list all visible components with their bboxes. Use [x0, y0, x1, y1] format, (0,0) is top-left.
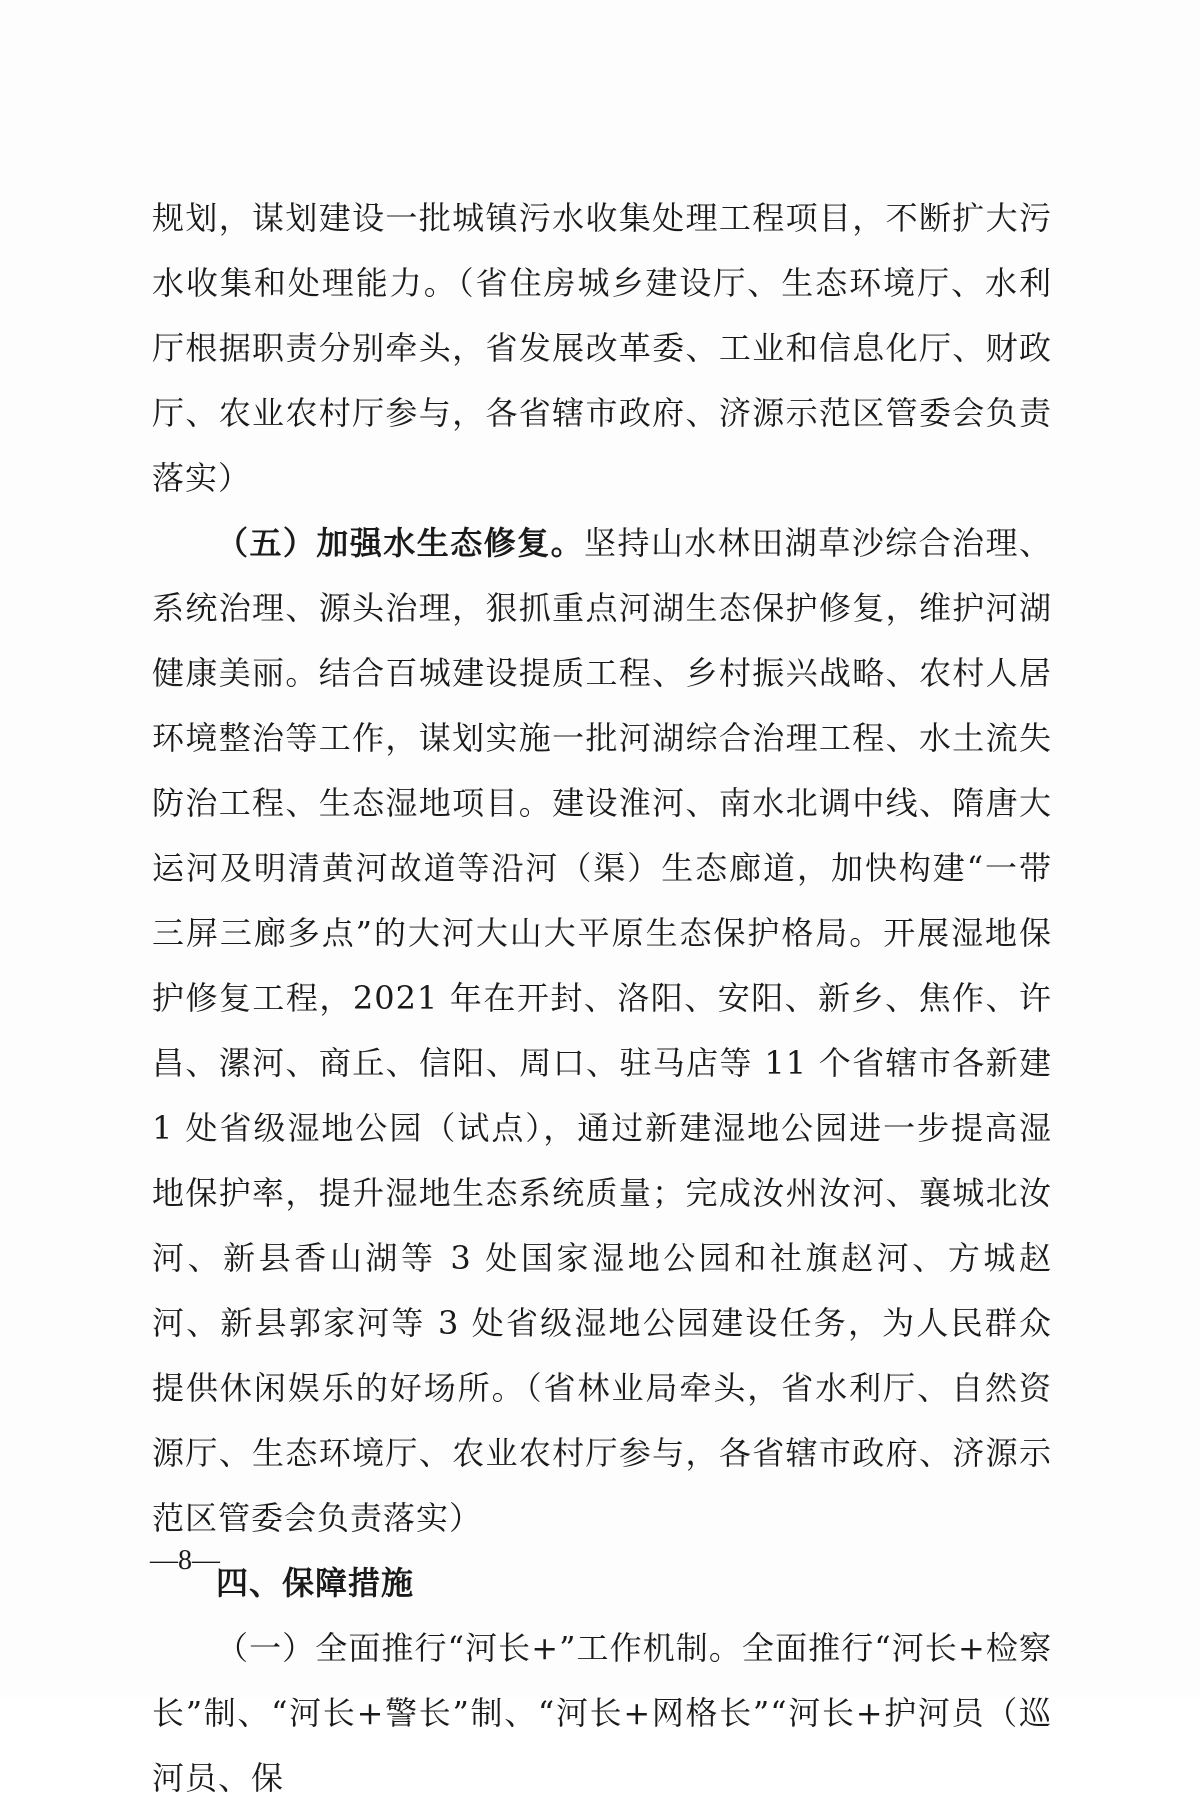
- document-body: [152, 186, 1052, 1811]
- paragraph-lead: （五）加强水生态修复。: [216, 524, 585, 562]
- paragraph-continuation: [152, 186, 1052, 511]
- paragraph-text: 全面推行“河长+检察长”制、“河长+警长”制、“河长+网格长”“河长+护河员（巡河员、保: [152, 1629, 1052, 1797]
- paragraph-lead: （一）全面推行“河长+”工作机制。: [216, 1629, 742, 1667]
- section-heading: 四、保障措施: [216, 1564, 415, 1602]
- page-number: —8—: [150, 1545, 220, 1576]
- paragraph-text: 坚持山水林田湖草沙综合治理、系统治理、源头治理，狠抓重点河湖生态保护修复，维护河湖健康美丽。结合百城建设提质工程、乡村振兴战略、农村人居环境整治等工作，谋划实施一批河湖综合治理工程、水土流失防治工程、生态湿地项目。建设淮河、南水北调中线、隋唐大运河及明清黄河故道等沿河（渠）生态廊道，加快构建“一带三屏三廊多点”的大河大山大平原生态保护格局。开展湿地保护修复工程，2021 年在开封、洛阳、安阳、新乡、焦作、许昌、漯河、商丘、信阳、周口、驻马店等 11 个省辖市各新建 1 处省级湿地公园（试点），通过新建湿地公园进一步提高湿地保护率，提升湿地生态系统质量；完成汝州汝河、襄城北汝河、新县香山湖等 3 处国家湿地公园和社旗赵河、方城赵河、新县郭家河等 3 处省级湿地公园建设任务，为人民群众提供休闲娱乐的好场所。（省林业局牵头，省水利厅、自然资源厅、生态环境厅、农业农村厅参与，各省辖市政府、济源示范区管委会负责落实）: [152, 524, 1052, 1537]
- paragraph-river-chief: [152, 1616, 1052, 1811]
- paragraph-text: 规划，谋划建设一批城镇污水收集处理工程项目，不断扩大污水收集和处理能力。（省住房城乡建设厅、生态环境厅、水利厅根据职责分别牵头，省发展改革委、工业和信息化厅、财政厅、农业农村厅参与，各省辖市政府、济源示范区管委会负责落实）: [152, 199, 1052, 497]
- paragraph-water-ecology: [152, 511, 1052, 1551]
